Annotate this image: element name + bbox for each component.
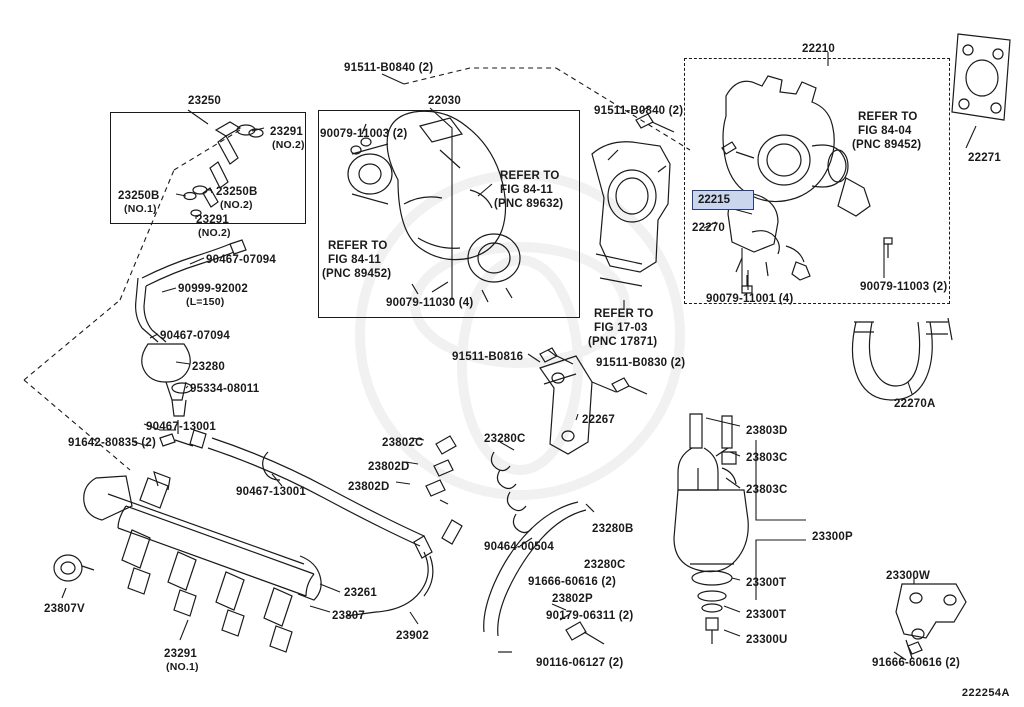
part-label-23300T-lower: 23300T xyxy=(746,609,787,621)
part-label-90999-92002: 90999-92002 xyxy=(178,283,248,295)
refer-to-fig-17-03-line1: REFER TO xyxy=(594,308,654,320)
part-label-23802D-lower: 23802D xyxy=(348,481,390,493)
highlighted-part-22215[interactable] xyxy=(692,190,754,210)
part-label-91511-B0840-2-right: 91511-B0840 (2) xyxy=(594,105,684,117)
part-label-91511-B0816: 91511-B0816 xyxy=(452,351,524,363)
frame-intake-manifold-group xyxy=(684,58,950,304)
part-label-23280B: 23280B xyxy=(592,523,634,535)
part-label-22270A: 22270A xyxy=(894,398,936,410)
part-label-23250: 23250 xyxy=(188,95,221,107)
part-label-22210: 22210 xyxy=(802,43,835,55)
part-label-90079-11001-4: 90079-11001 (4) xyxy=(706,293,794,305)
part-label-23803C-lower: 23803C xyxy=(746,484,788,496)
refer-to-fig-17-03-line2: FIG 17-03 xyxy=(594,322,648,334)
part-label-23291-no2-top-sub: (NO.2) xyxy=(272,139,305,151)
refer-to-fig-84-11-89452-line3: (PNC 89452) xyxy=(322,268,392,280)
part-label-91642-80835-2: 91642-80835 (2) xyxy=(68,437,157,449)
part-label-23300P: 23300P xyxy=(812,531,853,543)
part-label-23291-no2-box: 23291 xyxy=(196,214,229,226)
part-label-90079-11030-4: 90079-11030 (4) xyxy=(386,297,474,309)
part-label-23280: 23280 xyxy=(192,361,225,373)
part-label-23807: 23807 xyxy=(332,610,365,622)
refer-to-fig-84-11-89632-line2: FIG 84-11 xyxy=(500,184,553,196)
part-label-90116-06127-2: 90116-06127 (2) xyxy=(536,657,624,669)
part-label-23291-no1: 23291 xyxy=(164,648,197,660)
part-label-90464-00504: 90464-00504 xyxy=(484,541,554,553)
part-label-22030: 22030 xyxy=(428,95,461,107)
refer-to-fig-84-11-89632-line1: REFER TO xyxy=(500,170,560,182)
part-label-23802D-upper: 23802D xyxy=(368,461,410,473)
part-label-23250B-no1: 23250B xyxy=(118,190,160,202)
frame-throttle-body-group xyxy=(318,110,580,318)
part-label-23802C-upper: 23802C xyxy=(382,437,424,449)
figure-code: 222254A xyxy=(961,687,1010,699)
part-label-23807V: 23807V xyxy=(44,603,85,615)
part-label-90079-11003-2-right: 90079-11003 (2) xyxy=(860,281,948,293)
part-label-91666-60616-2-right: 91666-60616 (2) xyxy=(872,657,961,669)
part-label-90467-07094-lower: 90467-07094 xyxy=(160,330,230,342)
part-label-23261: 23261 xyxy=(344,587,377,599)
refer-to-fig-84-11-89452-line2: FIG 84-11 xyxy=(328,254,381,266)
refer-to-fig-17-03-line3: (PNC 17871) xyxy=(588,336,658,348)
part-label-23802P: 23802P xyxy=(552,593,593,605)
part-label-90467-13001-left: 90467-13001 xyxy=(146,421,216,433)
part-label-22267: 22267 xyxy=(582,414,615,426)
part-label-91666-60616-2-mid: 91666-60616 (2) xyxy=(528,576,617,588)
part-label-91511-B0830-2: 91511-B0830 (2) xyxy=(596,357,686,369)
refer-to-fig-84-11-89632-line3: (PNC 89632) xyxy=(494,198,564,210)
part-label-23280C-lower: 23280C xyxy=(584,559,626,571)
part-label-23291-no2-box-sub: (NO.2) xyxy=(198,227,231,239)
refer-to-fig-84-11-89452-line1: REFER TO xyxy=(328,240,388,252)
part-label-23291-no2-top: 23291 xyxy=(270,126,303,138)
part-label-90179-06311-2: 90179-06311 (2) xyxy=(546,610,634,622)
highlight-label: 22215 xyxy=(698,194,730,206)
part-label-22271: 22271 xyxy=(968,152,1001,164)
part-label-23280C-upper: 23280C xyxy=(484,433,526,445)
part-label-90467-07094-upper: 90467-07094 xyxy=(206,254,276,266)
part-label-90467-13001-mid: 90467-13001 xyxy=(236,486,306,498)
refer-to-fig-84-04-line2: FIG 84-04 xyxy=(858,125,912,137)
part-label-23250B-no1-sub: (NO.1) xyxy=(124,203,157,215)
part-label-22270: 22270 xyxy=(692,222,725,234)
part-label-23291-no1-sub: (NO.1) xyxy=(166,661,199,673)
part-label-23300U: 23300U xyxy=(746,634,788,646)
refer-to-fig-84-04-line1: REFER TO xyxy=(858,111,918,123)
part-label-23300W: 23300W xyxy=(886,570,931,582)
part-label-23300T-upper: 23300T xyxy=(746,577,787,589)
part-label-23250B-no2: 23250B xyxy=(216,186,258,198)
part-label-90079-11003-2-left: 90079-11003 (2) xyxy=(320,128,408,140)
part-label-23902: 23902 xyxy=(396,630,429,642)
part-label-23803C-upper: 23803C xyxy=(746,452,788,464)
part-label-91511-B0840-2-top: 91511-B0840 (2) xyxy=(344,62,434,74)
part-label-23803D: 23803D xyxy=(746,425,788,437)
refer-to-fig-84-04-line3: (PNC 89452) xyxy=(852,139,922,151)
part-label-95334-08011: 95334-08011 xyxy=(190,383,260,395)
part-label-23250B-no2-sub: (NO.2) xyxy=(220,199,253,211)
part-label-90999-92002-sub: (L=150) xyxy=(186,296,225,308)
